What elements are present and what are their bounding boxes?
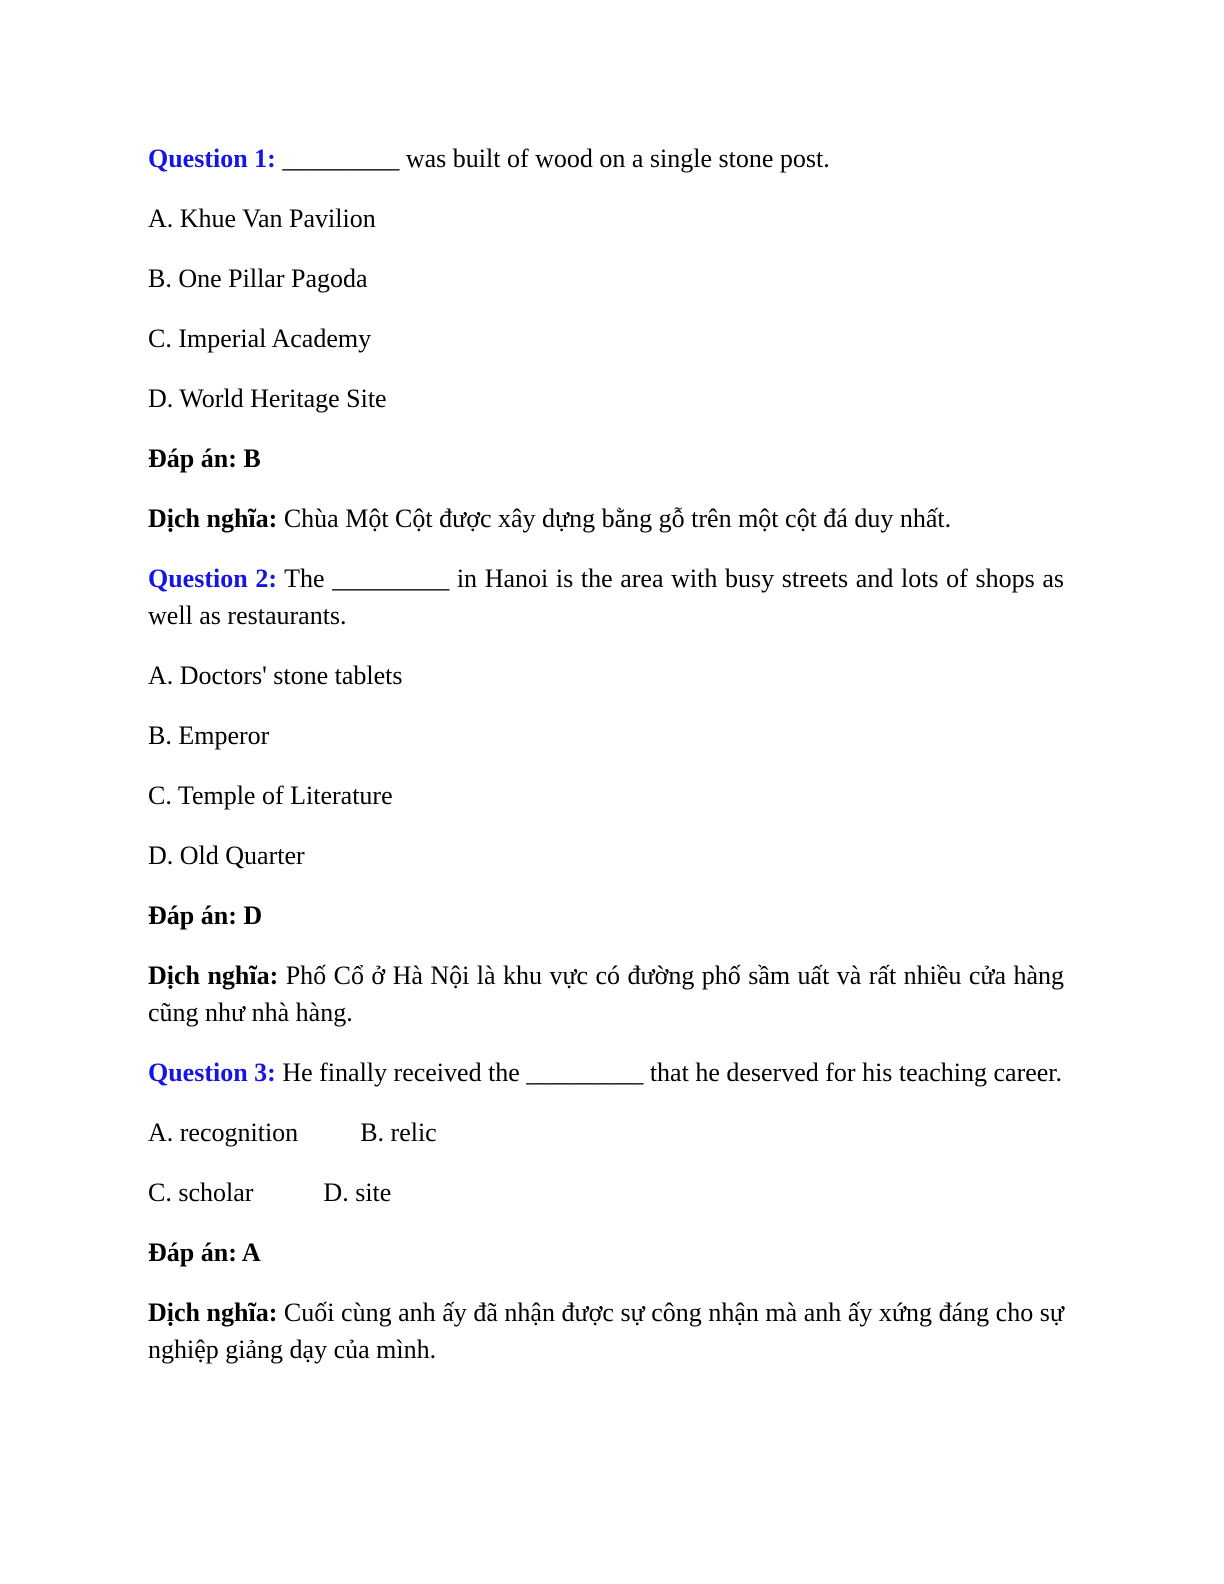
question-2-option-c: C. Temple of Literature <box>148 781 393 810</box>
question-1-translation-label: Dịch nghĩa: <box>148 504 278 533</box>
question-2-translation-label: Dịch nghĩa: <box>148 961 279 990</box>
document-page <box>148 140 1064 1391</box>
question-1 <box>148 140 1064 177</box>
question-3-answer: Đáp án: A <box>148 1238 261 1267</box>
question-1-label: Question 1: <box>148 144 276 173</box>
question-1-translation <box>148 500 1064 537</box>
question-3-option-c: C. scholar <box>148 1178 254 1207</box>
question-3-option-d: D. site <box>323 1178 392 1207</box>
question-3-label: Question 3: <box>148 1058 276 1087</box>
question-1-option-d: D. World Heritage Site <box>148 384 387 413</box>
question-2 <box>148 560 1064 634</box>
question-1-option-c: C. Imperial Academy <box>148 324 372 353</box>
question-1-text: _________ was built of wood on a single stone post. <box>275 144 830 173</box>
question-1-option-b: B. One Pillar Pagoda <box>148 264 368 293</box>
question-3-options-row-1 <box>148 1114 1064 1151</box>
question-3-option-a: A. recognition <box>148 1118 299 1147</box>
question-3-translation-text: Cuối cùng anh ấy đã nhận được sự công nhận mà anh ấy xứng đáng cho sự nghiệp giảng dạy của mình. <box>148 1298 1064 1364</box>
question-1-translation-text: Chùa Một Cột được xây dựng bằng gỗ trên một cột đá duy nhất. <box>277 504 952 533</box>
question-2-label: Question 2: <box>148 564 277 593</box>
question-2-option-d: D. Old Quarter <box>148 841 305 870</box>
question-3-translation-label: Dịch nghĩa: <box>148 1298 278 1327</box>
question-3-option-b: B. relic <box>360 1118 437 1147</box>
question-3-translation <box>148 1294 1064 1368</box>
question-2-option-a: A. Doctors' stone tablets <box>148 661 403 690</box>
question-2-translation <box>148 957 1064 1031</box>
question-2-translation-text: Phố Cổ ở Hà Nội là khu vực có đường phố sầm uất và rất nhiều cửa hàng cũng như nhà hàng. <box>148 961 1064 1027</box>
question-1-option-a: A. Khue Van Pavilion <box>148 204 376 233</box>
question-2-text: The _________ in Hanoi is the area with busy streets and lots of shops as well as restaurants. <box>148 564 1064 630</box>
question-1-answer: Đáp án: B <box>148 444 261 473</box>
question-3-text: He finally received the _________ that he deserved for his teaching career. <box>275 1058 1063 1087</box>
question-3-options-row-2 <box>148 1174 1064 1211</box>
question-3 <box>148 1054 1064 1091</box>
question-2-answer: Đáp án: D <box>148 901 263 930</box>
question-2-option-b: B. Emperor <box>148 721 270 750</box>
